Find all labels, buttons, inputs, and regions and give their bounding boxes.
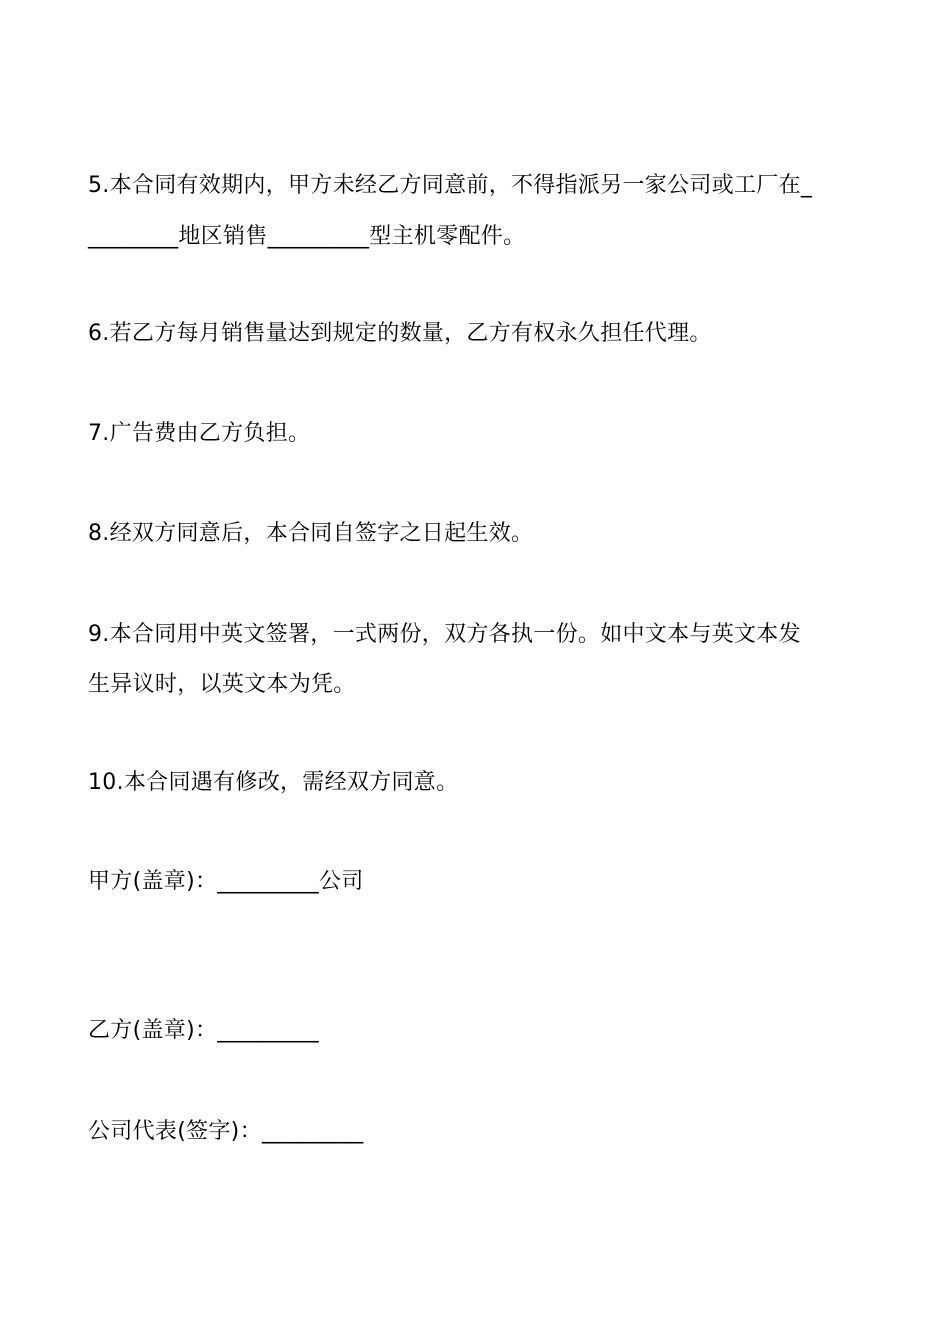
clause-9-line-2: 生异议时，以英文本为凭。 (88, 672, 356, 697)
clause-8: 8.经双方同意后，本合同自签字之日起生效。 (88, 521, 534, 546)
clause-7: 7.广告费由乙方负担。 (88, 421, 311, 446)
clause-5-line-1: 5.本合同有效期内，甲方未经乙方同意前，不得指派另一家公司或工厂在_ (88, 173, 813, 198)
party-b-signature-line: 乙方(盖章)：_________ (88, 1018, 319, 1043)
clause-9-line-1: 9.本合同用中英文签署，一式两份，双方各执一份。如中文本与英文本发 (88, 622, 801, 647)
clause-5-line-2: ________地区销售_________型主机零配件。 (88, 224, 526, 249)
representative-signature-line: 公司代表(签字)：_________ (88, 1119, 364, 1144)
party-a-signature-line: 甲方(盖章)：_________公司 (88, 869, 364, 894)
clause-6: 6.若乙方每月销售量达到规定的数量，乙方有权永久担任代理。 (88, 321, 712, 346)
clause-10: 10.本合同遇有修改，需经双方同意。 (88, 770, 459, 795)
